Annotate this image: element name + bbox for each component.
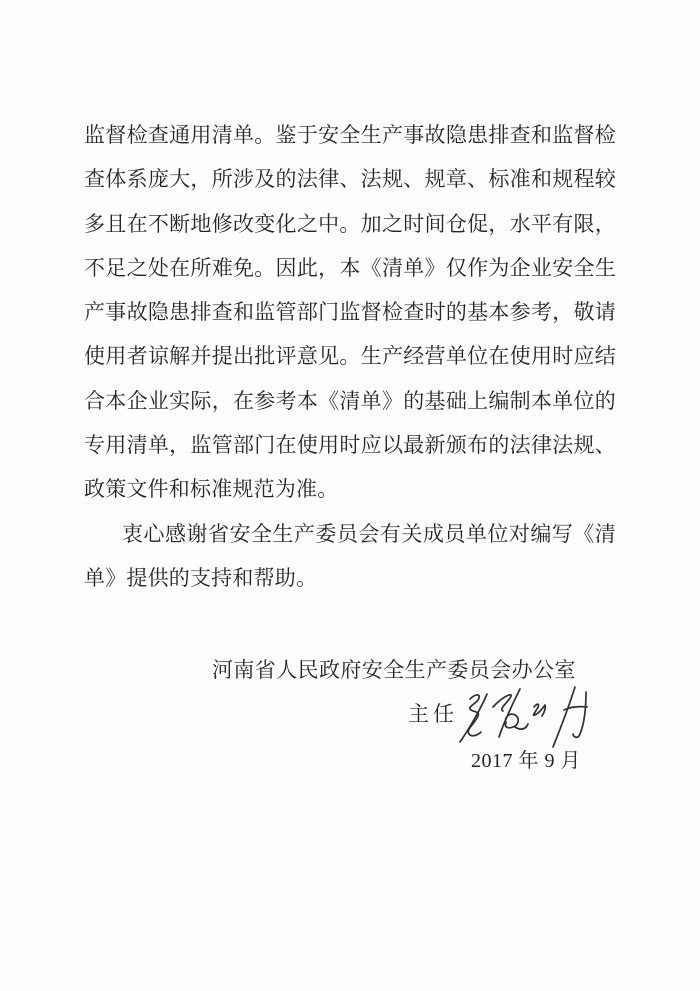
closing-date: 2017 年 9 月 xyxy=(471,750,581,772)
closing-organization: 河南省人民政府安全生产委员会办公室 xyxy=(212,658,576,682)
body-line: 衷心感谢省安全生产委员会有关成员单位对编写《清 xyxy=(122,521,616,546)
signer-title: 主任 xyxy=(408,702,458,726)
body-line: 查体系庞大，所涉及的法律、法规、规章、标准和规程较 xyxy=(84,167,616,192)
body-line: 政策文件和标准规范为准。 xyxy=(84,477,339,502)
body-line: 使用者谅解并提出批评意见。生产经营单位在使用时应结 xyxy=(84,344,616,369)
signature-handwriting-icon xyxy=(456,683,598,753)
body-line: 合本企业实际，在参考本《清单》的基础上编制本单位的 xyxy=(84,388,616,413)
body-line: 不足之处在所难免。因此，本《清单》仅作为企业安全生 xyxy=(84,255,616,280)
body-line: 监督检查通用清单。鉴于安全生产事故隐患排查和监督检 xyxy=(84,123,616,147)
body-line: 产事故隐患排查和监管部门监督检查时的基本参考，敬请 xyxy=(84,300,616,325)
body-line: 专用清单，监管部门在使用时应以最新颁布的法律法规、 xyxy=(84,433,616,458)
body-text-block xyxy=(84,113,616,600)
body-line: 单》提供的支持和帮助。 xyxy=(84,565,318,590)
body-line: 多且在不断地修改变化之中。加之时间仓促，水平有限， xyxy=(84,211,616,236)
